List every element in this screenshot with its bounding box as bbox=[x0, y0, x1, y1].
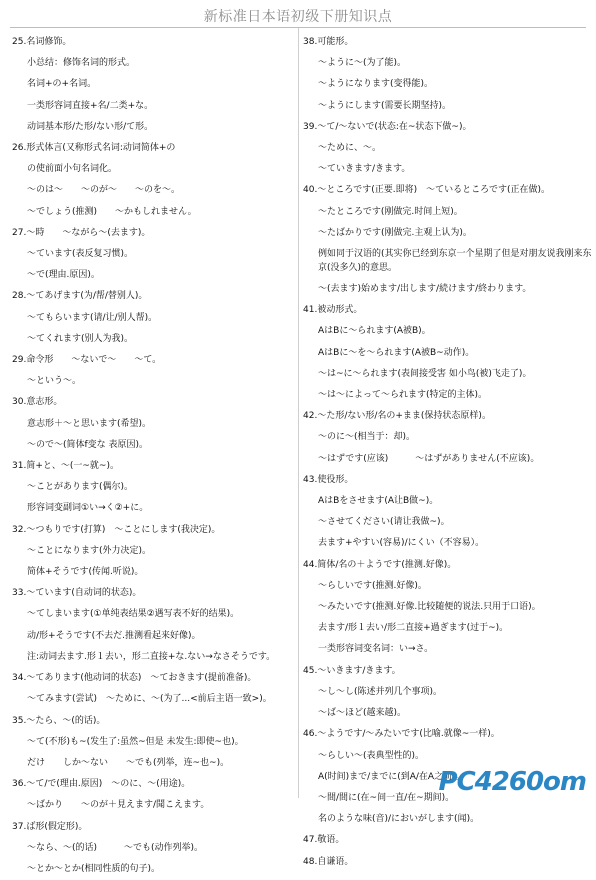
section-heading: 33.～ています(自动词的状态)。 bbox=[12, 588, 142, 599]
section-heading: 28.～てあげます(为/帮/替别人)。 bbox=[12, 291, 148, 302]
note-line: ～のは～ ～のが～ ～のを～。 bbox=[27, 185, 181, 196]
note-line: ～間/間に(在~间一直/在~期间)。 bbox=[318, 792, 455, 803]
note-line: 简体+そうです(传闻.听说)。 bbox=[27, 567, 144, 578]
note-line: 一类形容词直接+名/二类+な。 bbox=[27, 100, 154, 111]
note-line: 例如同于汉语的(其实你已经到东京一个星期了但是对朋友说我刚来东京(没多久)的意思。 bbox=[318, 249, 592, 274]
section-heading: 30.意志形。 bbox=[12, 397, 63, 408]
note-line: AはBに～られます(A被B)。 bbox=[318, 326, 431, 337]
note-line: ～みたいです(推测.好像.比较随便的说法.只用于口语)。 bbox=[318, 602, 541, 613]
note-line: ～はずです(应该) ～はずがありません(不应该)。 bbox=[318, 453, 540, 464]
section-heading: 48.自谦语。 bbox=[303, 856, 354, 867]
note-line: 形容词变副词①い→く②+に。 bbox=[27, 503, 149, 514]
note-line: だけ しか～ない ～でも(列举，连~也~)。 bbox=[27, 757, 230, 768]
note-line: ～て(不形)も~(发生了:虽然~但是 未发生:即使~也)。 bbox=[27, 736, 244, 747]
note-line: ～させてください(请让我做~)。 bbox=[318, 517, 450, 528]
note-line: ～(去ます)始めます/出します/続けます/終わります。 bbox=[318, 284, 532, 295]
section-heading: 31.简+と、～(一~就~)。 bbox=[12, 461, 119, 472]
section-heading: 25.名词修饰。 bbox=[12, 37, 72, 47]
note-line: ～のに～(相当于：却)。 bbox=[318, 432, 416, 443]
note-line: ～てみます(尝试) ～ために、～(为了...<前后主语一致>)。 bbox=[27, 694, 272, 705]
section-heading: 43.使役形。 bbox=[303, 474, 354, 485]
note-line: AはBに～を～られます(A被B~动作)。 bbox=[318, 347, 475, 358]
note-line: ～は~に～られます(表间接受害 如小鸟(被)飞走了)。 bbox=[318, 368, 532, 379]
note-line: ～は～によって～られます(特定的主体)。 bbox=[318, 390, 488, 401]
note-line: A(时间)まで/までに(到A/在A之前)。 bbox=[318, 771, 465, 782]
note-line: ～ことになります(外力决定)。 bbox=[27, 545, 152, 556]
section-heading: 29.命令形 ～ないで～ ～て。 bbox=[12, 355, 162, 366]
note-line: 去ます/形１去い/形二直接+過ぎます(过于~)。 bbox=[318, 623, 509, 634]
section-heading: 34.～てあります(他动词的状态) ～ておきます(提前准备)。 bbox=[12, 673, 257, 684]
section-heading: 32.～つもりです(打算) ～ことにします(我决定)。 bbox=[12, 524, 221, 535]
note-line: ～という～。 bbox=[27, 376, 82, 387]
note-line: ～ようにします(需要长期坚持)。 bbox=[318, 100, 452, 111]
section-heading: 44.简体/名の＋ようです(推测.好像)。 bbox=[303, 559, 457, 570]
note-line: 去ます+やすい(容易)/にくい（不容易）。 bbox=[318, 538, 485, 549]
section-heading: 39.～て/～ないで(状态:在~状态下做~)。 bbox=[303, 121, 472, 132]
section-heading: 37.ば形(假定形)。 bbox=[12, 821, 88, 832]
right-column bbox=[303, 32, 593, 873]
note-line: 小总结：修饰名词的形式。 bbox=[27, 58, 136, 69]
note-line: ～らしいです(推测.好像)。 bbox=[318, 580, 427, 591]
note-line: 一类形容词变名词：い→さ。 bbox=[318, 644, 434, 655]
site-watermark-logo: PC4260om bbox=[438, 767, 586, 797]
section-heading: 26.形式体言(又称形式名词:动词简体+の bbox=[12, 143, 176, 154]
section-heading: 42.～た形/ない形/名の+まま(保持状态原样)。 bbox=[303, 411, 491, 422]
section-heading: 35.～たら、～(的话)。 bbox=[12, 715, 106, 726]
note-line: ～たばかりです(刚做完.主观上认为)。 bbox=[318, 227, 472, 238]
note-line: ～ために、～。 bbox=[318, 143, 382, 154]
note-line: ～でしょう(推测) ～かもしれません。 bbox=[27, 206, 197, 217]
note-line: の使前面小句名词化。 bbox=[27, 164, 118, 175]
note-line: ～ので～(简体f变な 表原因)。 bbox=[27, 439, 149, 450]
section-heading: 46.～ようです/～みたいです(比喻.就像~一样)。 bbox=[303, 729, 500, 740]
note-line: ～なら、～(的话) ～でも(动作列举)。 bbox=[27, 842, 204, 853]
section-heading: 38.可能形。 bbox=[303, 37, 354, 47]
note-line: 名のような味(音)/においがします(闻)。 bbox=[318, 814, 480, 825]
left-column bbox=[12, 32, 294, 880]
document-title: 新标准日本语初级下册知识点 bbox=[203, 9, 393, 25]
section-heading: 47.敬语。 bbox=[303, 835, 345, 846]
note-line: ～てしまいます(①单纯表结果②遇写表不好的结果)。 bbox=[27, 609, 240, 620]
section-heading: 36.～て/で(理由.原因) ～のに、～(用途)。 bbox=[12, 779, 191, 790]
note-line: ～ようになります(变得能)。 bbox=[318, 79, 434, 90]
note-line: ～ていきます/きます。 bbox=[318, 164, 411, 175]
note-line: AはBをさせます(A让B做~)。 bbox=[318, 496, 439, 507]
note-line: ～ています(表反复习惯)。 bbox=[27, 249, 134, 260]
column-divider bbox=[298, 28, 299, 798]
note-line: ～たところです(刚做完.时间上短)。 bbox=[318, 206, 463, 217]
note-line: ～てくれます(别人为我)。 bbox=[27, 333, 134, 344]
note-line: ～らしい～(表典型性的)。 bbox=[318, 750, 425, 761]
note-line: ～し～し(陈述并列几个事项)。 bbox=[318, 686, 443, 697]
section-heading: 41.被动形式。 bbox=[303, 305, 363, 316]
note-line: ～とか～とか(相同性质的句子)。 bbox=[27, 863, 161, 874]
note-line: ～ばかり ～のが＋見えます/聞こえます。 bbox=[27, 800, 210, 811]
note-line: 名词+の+名词。 bbox=[27, 79, 97, 90]
note-line: ～で(理由.原因)。 bbox=[27, 270, 100, 281]
section-heading: 40.～ところです(正要.即将) ～ているところです(正在做)。 bbox=[303, 185, 551, 196]
note-line: 动词基本形/た形/ない形/て形。 bbox=[27, 121, 154, 132]
note-line: 意志形＋～と思います(希望)。 bbox=[27, 418, 152, 429]
note-line: ～ば～ほど(越来越)。 bbox=[318, 708, 407, 719]
section-heading: 45.～いきます/きます。 bbox=[303, 665, 401, 676]
note-line: ～てもらいます(请/让/别人帮)。 bbox=[27, 312, 158, 323]
note-line: 动/形+そうです(不去だ.推测看起来好像)。 bbox=[27, 630, 201, 641]
note-line: ～ように～(为了能)。 bbox=[318, 58, 407, 69]
note-line: ～ことがあります(偶尔)。 bbox=[27, 482, 134, 493]
note-line: 注:动词去ます.形１去い，形二直接+な.ない→なさそうです。 bbox=[27, 651, 276, 662]
section-heading: 27.～時 ～ながら～(去ます)。 bbox=[12, 227, 151, 238]
